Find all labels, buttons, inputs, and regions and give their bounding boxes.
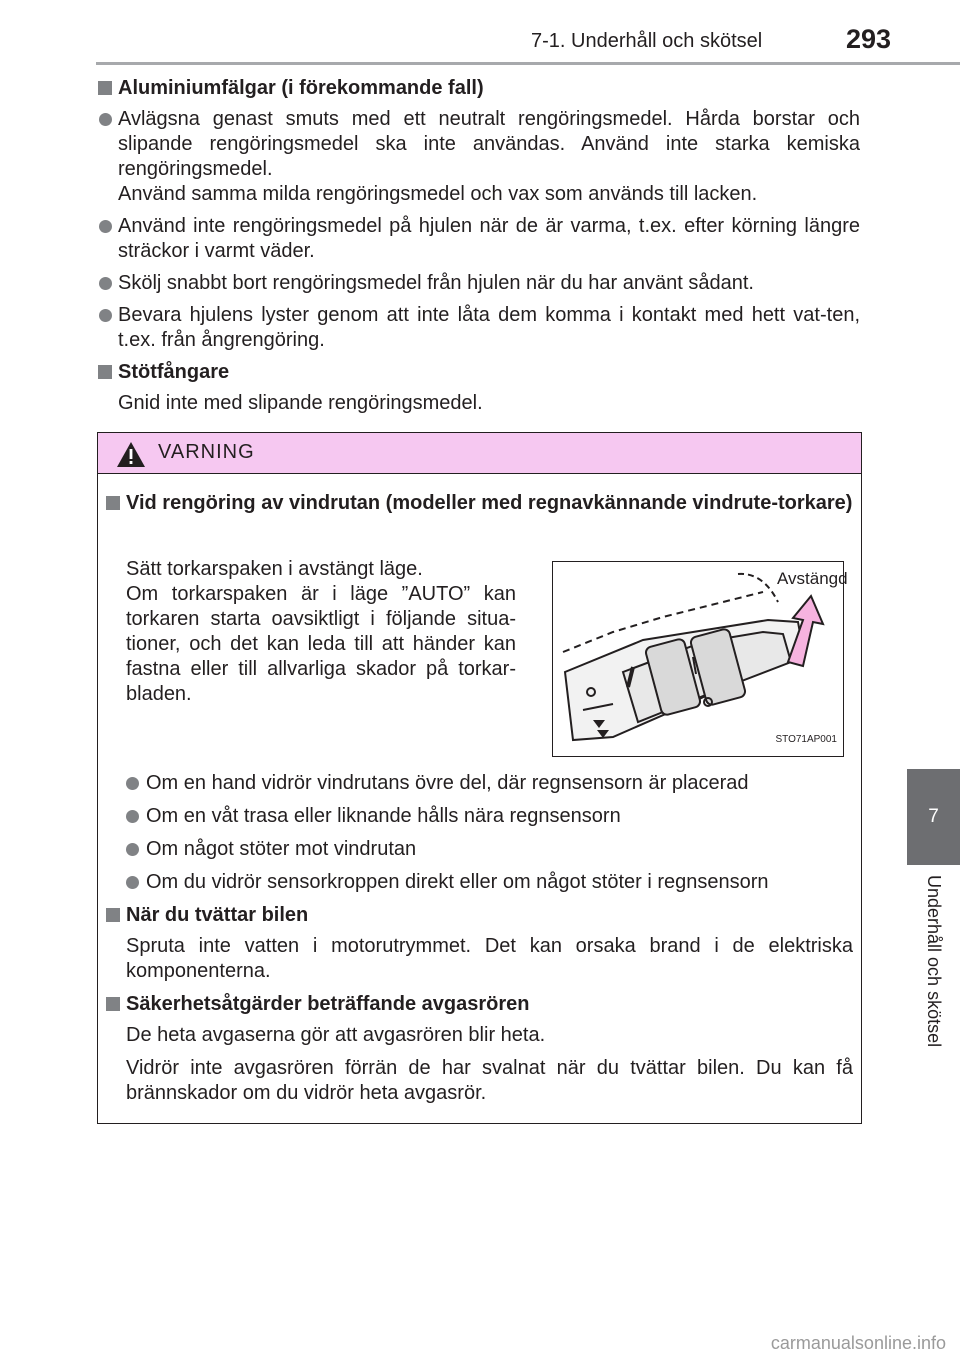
warning-title: VARNING [158, 441, 255, 463]
page-number: 293 [846, 24, 892, 54]
square-bullet-icon [98, 81, 112, 95]
round-bullet-icon [99, 220, 112, 233]
round-bullet-icon [99, 277, 112, 290]
wiper-lever-figure [552, 561, 848, 757]
lower-warning-content [106, 771, 853, 1114]
section-heading-aluminium [98, 76, 860, 101]
exhaust-text-2: Vidrör inte avgasrören förrän de har svalnat när du tvättar bilen. Du kan få brännskador om du vidrör heta avgasrör. [126, 1057, 853, 1104]
bumper-text: Gnid inte med slipande rengöringsmedel. [118, 392, 483, 414]
warning-body [106, 491, 853, 1104]
chapter-side-label: Underhåll och skötsel [924, 875, 944, 1048]
list-item [106, 837, 853, 862]
figure-label-off: Avstängd [777, 569, 848, 588]
round-bullet-icon [126, 810, 139, 823]
list-item [98, 271, 860, 296]
exhaust-text-1: De heta avgaserna gör att avgasrören blir heta. [126, 1024, 546, 1046]
header-section-title: 7-1. Underhåll och skötsel [531, 30, 763, 52]
washing-heading [106, 903, 853, 928]
figure-code: STO71AP001 [775, 734, 837, 745]
intro-line: Sätt torkarspaken i avstängt läge. [126, 558, 423, 580]
windshield-heading [106, 491, 853, 516]
list-item [106, 771, 853, 796]
bullet-text: Bevara hjulens lyster genom att inte låta dem komma i kontakt med hett vat-ten, t.ex. från ångrengöring. [118, 304, 860, 351]
chapter-tab [907, 769, 960, 865]
round-bullet-icon [126, 777, 139, 790]
bullet-text: Använd inte rengöringsmedel på hjulen när de är varma, t.ex. efter körning längre sträckor i varmt väder. [118, 215, 860, 262]
round-bullet-icon [126, 843, 139, 856]
header-rule [96, 62, 960, 65]
washing-heading-text: När du tvättar bilen [126, 904, 309, 926]
windshield-intro [126, 557, 516, 707]
round-bullet-icon [99, 309, 112, 322]
list-item [98, 214, 860, 264]
warning-header [98, 433, 861, 474]
bullet-text: Skölj snabbt bort rengöringsmedel från hjulen när du har använt sådant. [118, 272, 754, 294]
exhaust-heading [106, 992, 853, 1017]
bumper-heading-text: Stötfångare [118, 361, 230, 383]
square-bullet-icon [106, 997, 120, 1011]
list-item [98, 303, 860, 353]
exhaust-heading-text: Säkerhetsåtgärder beträffande avgasrören [126, 993, 530, 1015]
washing-text: Spruta inte vatten i motorutrymmet. Det kan orsaka brand i de elektriska komponenterna. [126, 935, 853, 982]
warning-box [97, 432, 862, 1124]
bullet-text: Om du vidrör sensorkroppen direkt eller om något stöter i regnsensorn [146, 871, 769, 893]
square-bullet-icon [98, 365, 112, 379]
aluminium-heading-text: Aluminiumfälgar (i förekommande fall) [118, 77, 484, 99]
bullet-text: Om en våt trasa eller liknande hålls nära regnsensorn [146, 805, 621, 827]
bullet-text: Om en hand vidrör vindrutans övre del, där regnsensorn är placerad [146, 772, 749, 794]
round-bullet-icon [99, 113, 112, 126]
square-bullet-icon [106, 496, 120, 510]
section-heading-bumper [98, 360, 860, 385]
round-bullet-icon [126, 876, 139, 889]
explanation-text: Om torkarspaken är i läge ”AUTO” kan torkaren starta oavsiktligt i följande situa-tioner, och det kan leda till att händer kan fastna eller till allvarliga skador på torkar-bladen. [126, 583, 516, 705]
list-item [98, 107, 860, 207]
chapter-number: 7 [928, 806, 939, 827]
watermark: carmanualsonline.info [770, 1333, 946, 1353]
bullet-text: Om något stöter mot vindrutan [146, 838, 417, 860]
warning-triangle-icon [116, 441, 146, 468]
bullet-text: Använd samma milda rengöringsmedel och vax som används till lacken. [118, 183, 758, 205]
main-content [98, 76, 860, 422]
square-bullet-icon [106, 908, 120, 922]
windshield-heading-text: Vid rengöring av vindrutan (modeller med regnavkännande vindrute-torkare) [126, 492, 853, 514]
bullet-text: Avlägsna genast smuts med ett neutralt rengöringsmedel. Hårda borstar och slipande rengöringsmedel ska inte användas. Använd inte starka kemiska rengöringsmedel. [118, 108, 860, 180]
list-item [106, 870, 853, 895]
list-item [106, 804, 853, 829]
